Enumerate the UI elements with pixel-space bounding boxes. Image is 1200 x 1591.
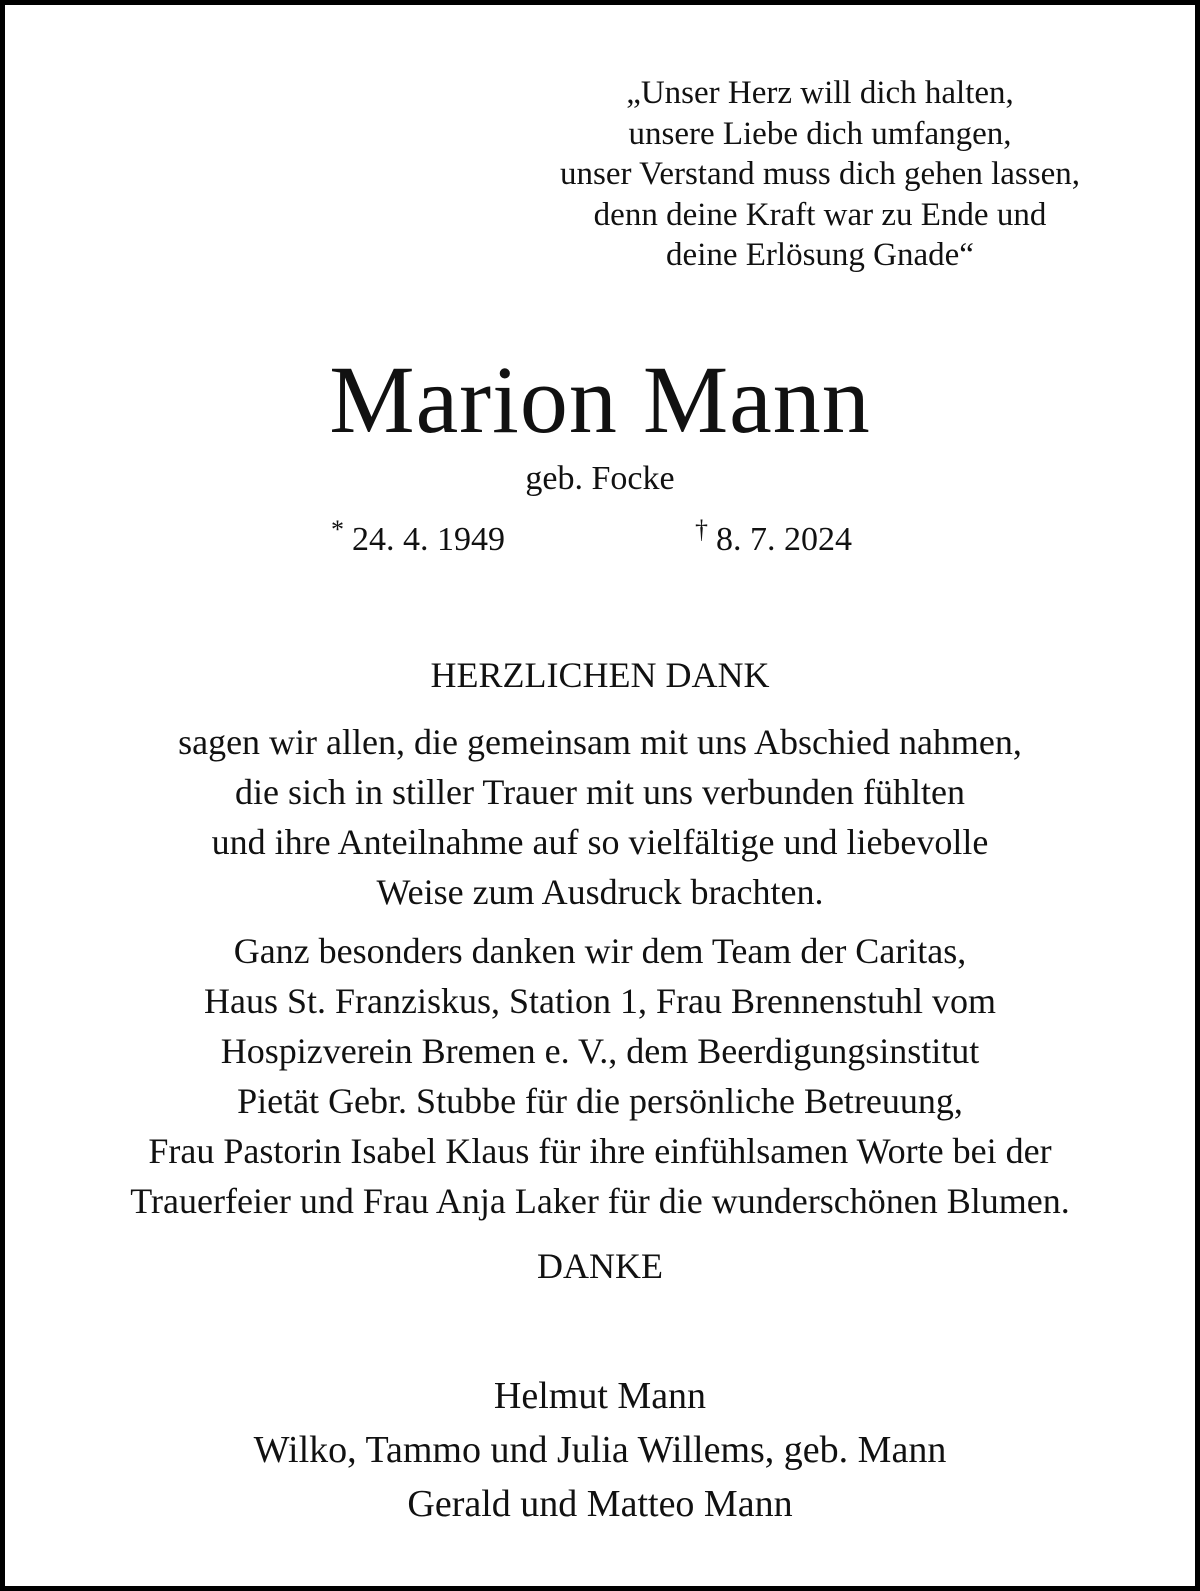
signer-name: Wilko, Tammo und Julia Willems, geb. Mann bbox=[253, 1429, 947, 1471]
death-date bbox=[695, 515, 852, 564]
memorial-quote bbox=[475, 73, 1165, 276]
birth-date bbox=[331, 515, 505, 564]
thanks-line: Weise zum Ausdruck brachten. bbox=[376, 872, 824, 912]
death-cross-icon: † bbox=[695, 515, 708, 544]
quote-line: denn deine Kraft war zu Ende und bbox=[593, 196, 1047, 233]
thanks-paragraph bbox=[5, 717, 1195, 917]
special-thanks-line: Haus St. Franziskus, Station 1, Frau Brennenstuhl vom bbox=[204, 981, 996, 1021]
maiden-name: geb. Focke bbox=[525, 460, 675, 497]
thanks-heading: HERZLICHEN DANK bbox=[430, 655, 770, 695]
closing-thanks: DANKE bbox=[537, 1246, 663, 1286]
special-thanks-line: Pietät Gebr. Stubbe für die persönliche Betreuung, bbox=[237, 1081, 963, 1121]
special-thanks-line: Hospizverein Bremen e. V., dem Beerdigungsinstitut bbox=[220, 1031, 980, 1071]
quote-line: „Unser Herz will dich halten, bbox=[626, 75, 1014, 111]
thanks-line: sagen wir allen, die gemeinsam mit uns Abschied nahmen, bbox=[178, 722, 1022, 762]
special-thanks-paragraph bbox=[5, 926, 1195, 1226]
birth-star-icon: * bbox=[331, 515, 344, 544]
birth-date-value: 24. 4. 1949 bbox=[352, 521, 505, 558]
quote-line: unser Verstand muss dich gehen lassen, bbox=[560, 156, 1080, 192]
signers-list bbox=[5, 1369, 1195, 1531]
quote-line: deine Erlösung Gnade“ bbox=[666, 237, 974, 273]
special-thanks-line: Frau Pastorin Isabel Klaus für ihre einfühlsamen Worte bei der bbox=[148, 1131, 1052, 1171]
deceased-name: Marion Mann bbox=[329, 346, 871, 453]
special-thanks-line: Ganz besonders danken wir dem Team der Caritas, bbox=[233, 931, 967, 971]
thanks-line: die sich in stiller Trauer mit uns verbunden fühlten bbox=[235, 772, 965, 812]
death-date-value: 8. 7. 2024 bbox=[716, 521, 852, 558]
signer-name: Helmut Mann bbox=[493, 1375, 707, 1417]
special-thanks-line: Trauerfeier und Frau Anja Laker für die wunderschönen Blumen. bbox=[130, 1181, 1070, 1221]
quote-line: unsere Liebe dich umfangen, bbox=[628, 115, 1012, 152]
signer-name: Gerald und Matteo Mann bbox=[407, 1483, 793, 1525]
thanks-line: und ihre Anteilnahme auf so vielfältige und liebevolle bbox=[211, 822, 989, 862]
